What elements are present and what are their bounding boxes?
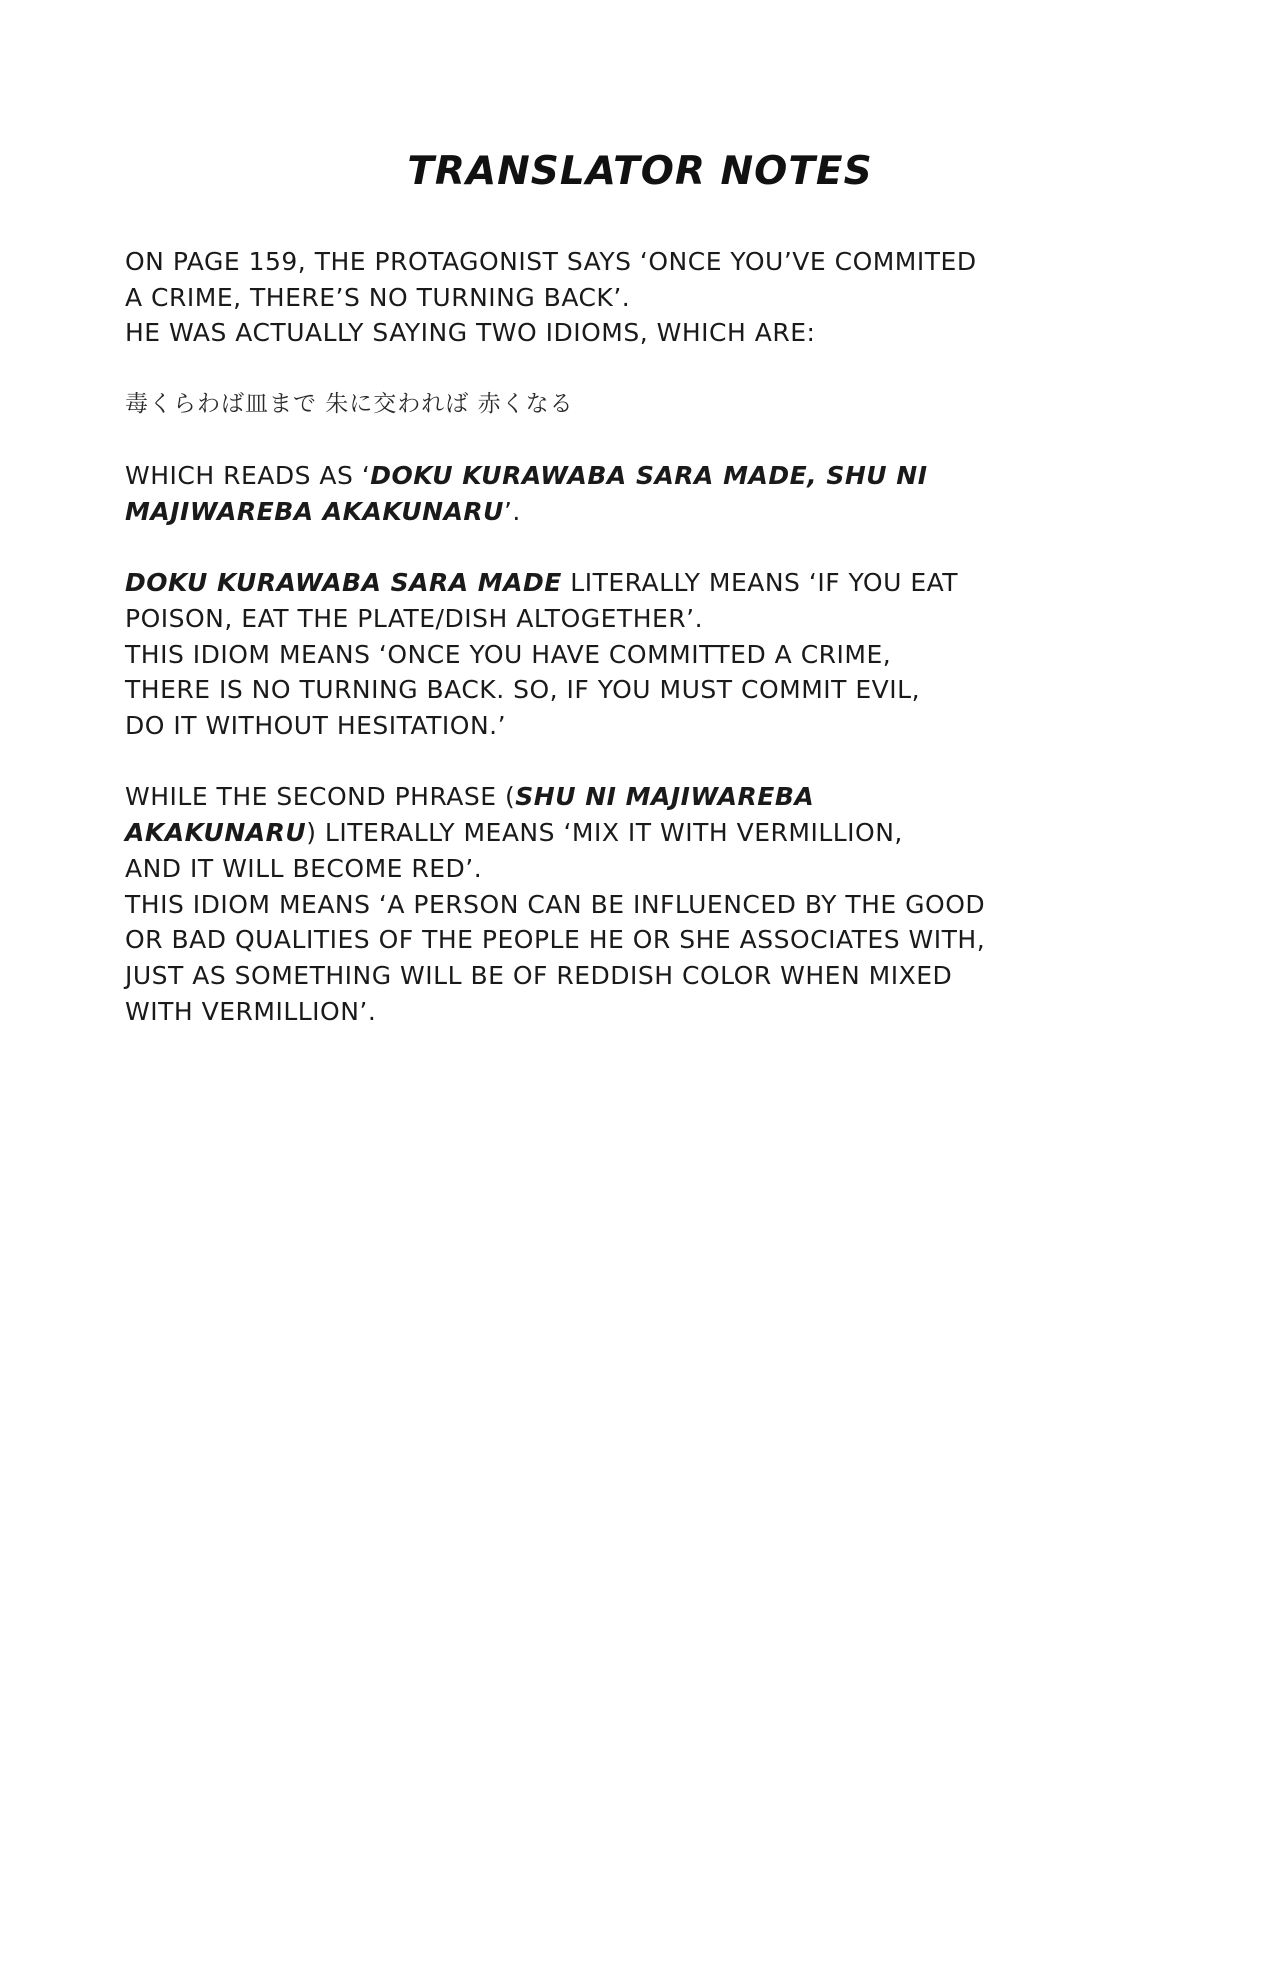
second-idiom-line-4: THIS IDIOM MEANS ‘A PERSON CAN BE INFLUENCED BY THE GOOD <box>125 889 986 919</box>
first-idiom-paragraph <box>125 565 1165 744</box>
intro-line-1: ON PAGE 159, THE PROTAGONIST SAYS ‘ONCE YOU’VE COMMITED <box>125 247 977 276</box>
first-idiom-line-4: THERE IS NO TURNING BACK. SO, IF YOU MUST COMMIT EVIL, <box>125 675 921 705</box>
reading-line-1 <box>125 458 1165 494</box>
reading-line-2 <box>125 494 1165 530</box>
paragraph-gap <box>125 744 1165 780</box>
paragraph-gap <box>125 530 1165 566</box>
first-idiom-line-1 <box>125 565 1165 601</box>
second-idiom-line-6: JUST AS SOMETHING WILL BE OF REDDISH COLOR WHEN MIXED <box>125 961 953 990</box>
reading-romaji-2: MAJIWAREBA AKAKUNARU <box>125 496 504 526</box>
second-idiom-line-1 <box>125 779 1165 815</box>
second-idiom-line-3: AND IT WILL BECOME RED’. <box>125 853 483 883</box>
reading-prefix: WHICH READS AS ‘ <box>125 461 371 491</box>
japanese-idioms <box>125 387 1165 423</box>
intro-paragraph <box>125 244 1165 351</box>
first-idiom-line-1-rest: LITERALLY MEANS ‘IF YOU EAT <box>561 568 959 598</box>
intro-line-3: HE WAS ACTUALLY SAYING TWO IDIOMS, WHICH ARE: <box>125 318 816 348</box>
second-idiom-prefix: WHILE THE SECOND PHRASE ( <box>125 782 516 812</box>
second-idiom-line-5: OR BAD QUALITIES OF THE PEOPLE HE OR SHE ASSOCIATES WITH, <box>125 925 986 955</box>
reading-paragraph <box>125 458 1165 529</box>
second-idiom-romaji-2: AKAKUNARU <box>125 818 307 848</box>
first-idiom-line-3: THIS IDIOM MEANS ‘ONCE YOU HAVE COMMITTED A CRIME, <box>125 639 892 669</box>
paragraph-gap <box>125 423 1165 459</box>
second-idiom-line-2 <box>125 815 1165 851</box>
first-idiom-romaji: DOKU KURAWABA SARA MADE <box>125 568 562 598</box>
reading-suffix: ’. <box>503 496 521 526</box>
first-idiom-line-5: DO IT WITHOUT HESITATION.’ <box>125 711 507 741</box>
japanese-text: 毒くらわば皿まで 朱に交われば 赤くなる <box>125 390 574 417</box>
notes-body <box>125 244 1165 1029</box>
second-idiom-line-7: WITH VERMILLION’. <box>125 996 377 1026</box>
paragraph-gap <box>125 351 1165 387</box>
page-title: TRANSLATOR NOTES <box>407 149 873 194</box>
first-idiom-line-2: POISON, EAT THE PLATE/DISH ALTOGETHER’. <box>125 603 704 633</box>
second-idiom-romaji-1: SHU NI MAJIWAREBA <box>515 782 815 812</box>
second-idiom-line-2-rest: ) LITERALLY MEANS ‘MIX IT WITH VERMILLION, <box>306 818 903 848</box>
intro-line-2: A CRIME, THERE’S NO TURNING BACK’. <box>125 282 631 312</box>
second-idiom-paragraph <box>125 779 1165 1029</box>
reading-romaji-1: DOKU KURAWABA SARA MADE, SHU NI <box>370 461 928 491</box>
